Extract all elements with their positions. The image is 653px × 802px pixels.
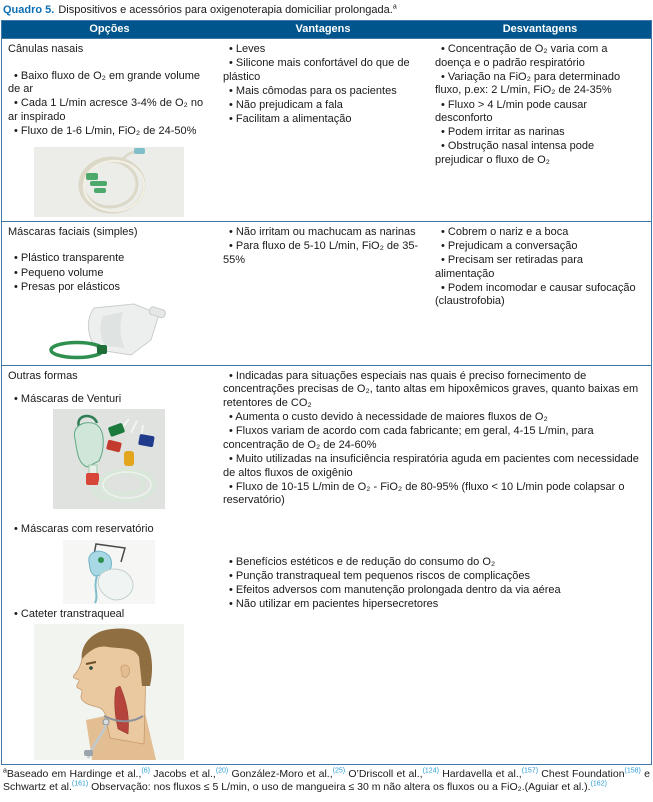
table-row-outras-formas — [2, 365, 651, 765]
column-header-desvantagens: Desvantagens — [502, 23, 578, 35]
footnote-text-segment: Jacobs et al., — [149, 768, 216, 781]
cell-opcoes-canulas — [2, 39, 217, 221]
table-caption-text: Dispositivos e acessórios para oxigenoterapia domiciliar prolongada. — [58, 4, 393, 16]
table-row-canulas-nasais — [2, 38, 651, 221]
bullet-item: • Fluxo de 10-15 L/min de O₂ - FiO₂ de 80-95% (fluxo < 10 L/min pode colapsar o reservatório) — [223, 480, 625, 507]
column-header-vantagens: Vantagens — [295, 23, 351, 35]
citation-reference: (158) — [624, 767, 641, 775]
citation-reference: (162) — [590, 780, 607, 788]
merged-bullets-block-1 — [223, 370, 644, 508]
bullet-item: • Aumenta o custo devido à necessidade de maiores fluxos de O₂ — [229, 411, 548, 424]
bullet-item: • Podem irritar as narinas — [441, 126, 565, 139]
citation-reference: (6) — [141, 767, 150, 775]
footnote-text-segment: Chest Foundation — [538, 768, 625, 781]
bullet-item: • Cada 1 L/min acresce 3-4% de O₂ no ar inspirado — [8, 97, 204, 123]
bullet-item: • Benefícios estéticos e de redução do consumo do O₂ — [229, 556, 496, 568]
column-header-opcoes: Opções — [89, 23, 130, 35]
bullet-item: • Presas por elásticos — [14, 280, 120, 293]
bullet-item: • Fluxo de 1-6 L/min, FiO₂ de 24-50% — [14, 125, 197, 138]
bullet-item: • Cobrem o nariz e a boca — [441, 225, 569, 238]
cell-desvantagens-mascaras — [429, 222, 651, 365]
footnote-text-segment: Baseado em Hardinge et al., — [6, 768, 142, 781]
bullet-item: • Indicadas para situações especiais nas quais é preciso fornecimento de concentrações precisas de O₂, tanto altas em hipoxêmicos graves, quanto baixas em retentores de CO₂ — [223, 369, 639, 409]
option-bullet-list — [8, 252, 210, 294]
merged-bullets-block-2 — [223, 556, 644, 612]
bullet-item: • Efeitos adversos com manutenção prolongada dentro da via aérea — [229, 584, 561, 597]
nasal-cannula-photo — [34, 147, 184, 217]
option-title: Outras formas — [8, 369, 78, 382]
option-item-reservatorio-label: • Máscaras com reservatório — [14, 523, 154, 535]
table-number-label: Quadro 5. — [3, 4, 55, 16]
citation-reference: (157) — [521, 767, 539, 775]
option-image-wrap — [8, 147, 210, 217]
bullet-item: • Mais cômodas para os pacientes — [229, 84, 397, 97]
caption-footnote-marker: a — [392, 3, 397, 11]
table-row-mascaras-faciais — [2, 221, 651, 365]
simple-face-mask-photo — [39, 300, 179, 360]
footnote-text-segment: O’Driscoll et al., — [345, 768, 423, 781]
reservoir-mask-photo — [63, 540, 155, 604]
footnote-text-segment: Observação: nos fluxos ≤ 5 L/min, o uso de mangueira ≤ 30 m não altera os fluxos ou a FiO₂.(Aguiar et al.). — [88, 781, 591, 794]
option-image-wrap — [8, 540, 210, 604]
bullet-item: • Leves — [229, 43, 266, 55]
cell-opcoes-mascaras — [2, 222, 217, 365]
bullet-item: • Podem incomodar e causar sufocação (claustrofobia) — [435, 281, 636, 308]
option-image-wrap — [8, 300, 210, 360]
table-header-row — [2, 21, 651, 38]
devices-table — [1, 20, 652, 765]
cell-vantagens-canulas — [217, 39, 429, 221]
bullet-item: • Pequeno volume — [14, 266, 104, 279]
bullet-item: • Silicone mais confortável do que de plástico — [223, 57, 410, 83]
cell-vantagens-mascaras — [217, 222, 429, 365]
citation-reference: (161) — [71, 780, 89, 788]
citation-reference: (25) — [332, 767, 346, 775]
bullet-item: • Concentração de O₂ varia com a doença e o padrão respiratório — [435, 43, 608, 69]
table-footnote — [1, 765, 652, 794]
footnote-text-segment: González-Moro et al., — [228, 768, 333, 781]
bullet-item: • Plástico transparente — [14, 252, 125, 265]
bullet-item: • Obstrução nasal intensa pode prejudicar o fluxo de O₂ — [435, 140, 595, 166]
footnote-text-segment: Hardavella et al., — [438, 768, 522, 781]
footnote-text-segment: e Schwartz et al. — [3, 768, 650, 794]
bullet-item: • Muito utilizadas na insuficiência respiratória aguda em pacientes com necessidade de altos fluxos de oxigênio — [223, 453, 639, 479]
option-image-wrap — [8, 624, 210, 760]
bullet-item: • Punção transtraqueal tem pequenos riscos de complicações — [229, 570, 531, 583]
bullet-item: • Variação na FiO₂ para determinado fluxo, p.ex: 2 L/min, FiO₂ de 24-35% — [435, 70, 621, 97]
bullet-item: • Baixo fluxo de O₂ em grande volume de ar — [8, 69, 201, 96]
bullet-item: • Facilitam a alimentação — [229, 113, 352, 126]
cell-desvantagens-canulas — [429, 39, 651, 221]
option-item-venturi-label: • Máscaras de Venturi — [14, 393, 122, 406]
footnote-body — [3, 768, 650, 793]
citation-reference: (124) — [422, 767, 439, 775]
bullet-item: • Precisam ser retiradas para alimentação — [435, 254, 584, 280]
footnote-marker: a — [3, 767, 7, 775]
page-title — [1, 0, 652, 20]
option-title: Cânulas nasais — [8, 43, 84, 55]
option-item-cateter-label: • Cateter transtraqueal — [14, 607, 125, 620]
option-image-wrap — [8, 409, 210, 509]
option-bullet-list — [8, 70, 210, 139]
bullet-item: • Não prejudicam a fala — [229, 99, 343, 111]
cell-opcoes-outras — [2, 366, 217, 765]
bullet-item: • Prejudicam a conversação — [441, 239, 578, 252]
bullet-item: • Fluxos variam de acordo com cada fabricante; em geral, 4-15 L/min, para concentração de O₂ de 24-60% — [223, 425, 594, 451]
bullet-item: • Para fluxo de 5-10 L/min, FiO₂ de 35-55% — [223, 239, 419, 266]
bullet-item: • Fluxo > 4 L/min pode causar desconforto — [435, 98, 588, 125]
option-title: Máscaras faciais (simples) — [8, 225, 138, 238]
venturi-mask-photo — [53, 409, 165, 509]
transtracheal-catheter-illustration — [34, 624, 184, 760]
citation-reference: (20) — [215, 767, 229, 775]
cell-merged-outras — [217, 366, 651, 765]
bullet-item: • Não irritam ou machucam as narinas — [229, 225, 416, 238]
bullet-item: • Não utilizar em pacientes hipersecretores — [229, 598, 439, 611]
